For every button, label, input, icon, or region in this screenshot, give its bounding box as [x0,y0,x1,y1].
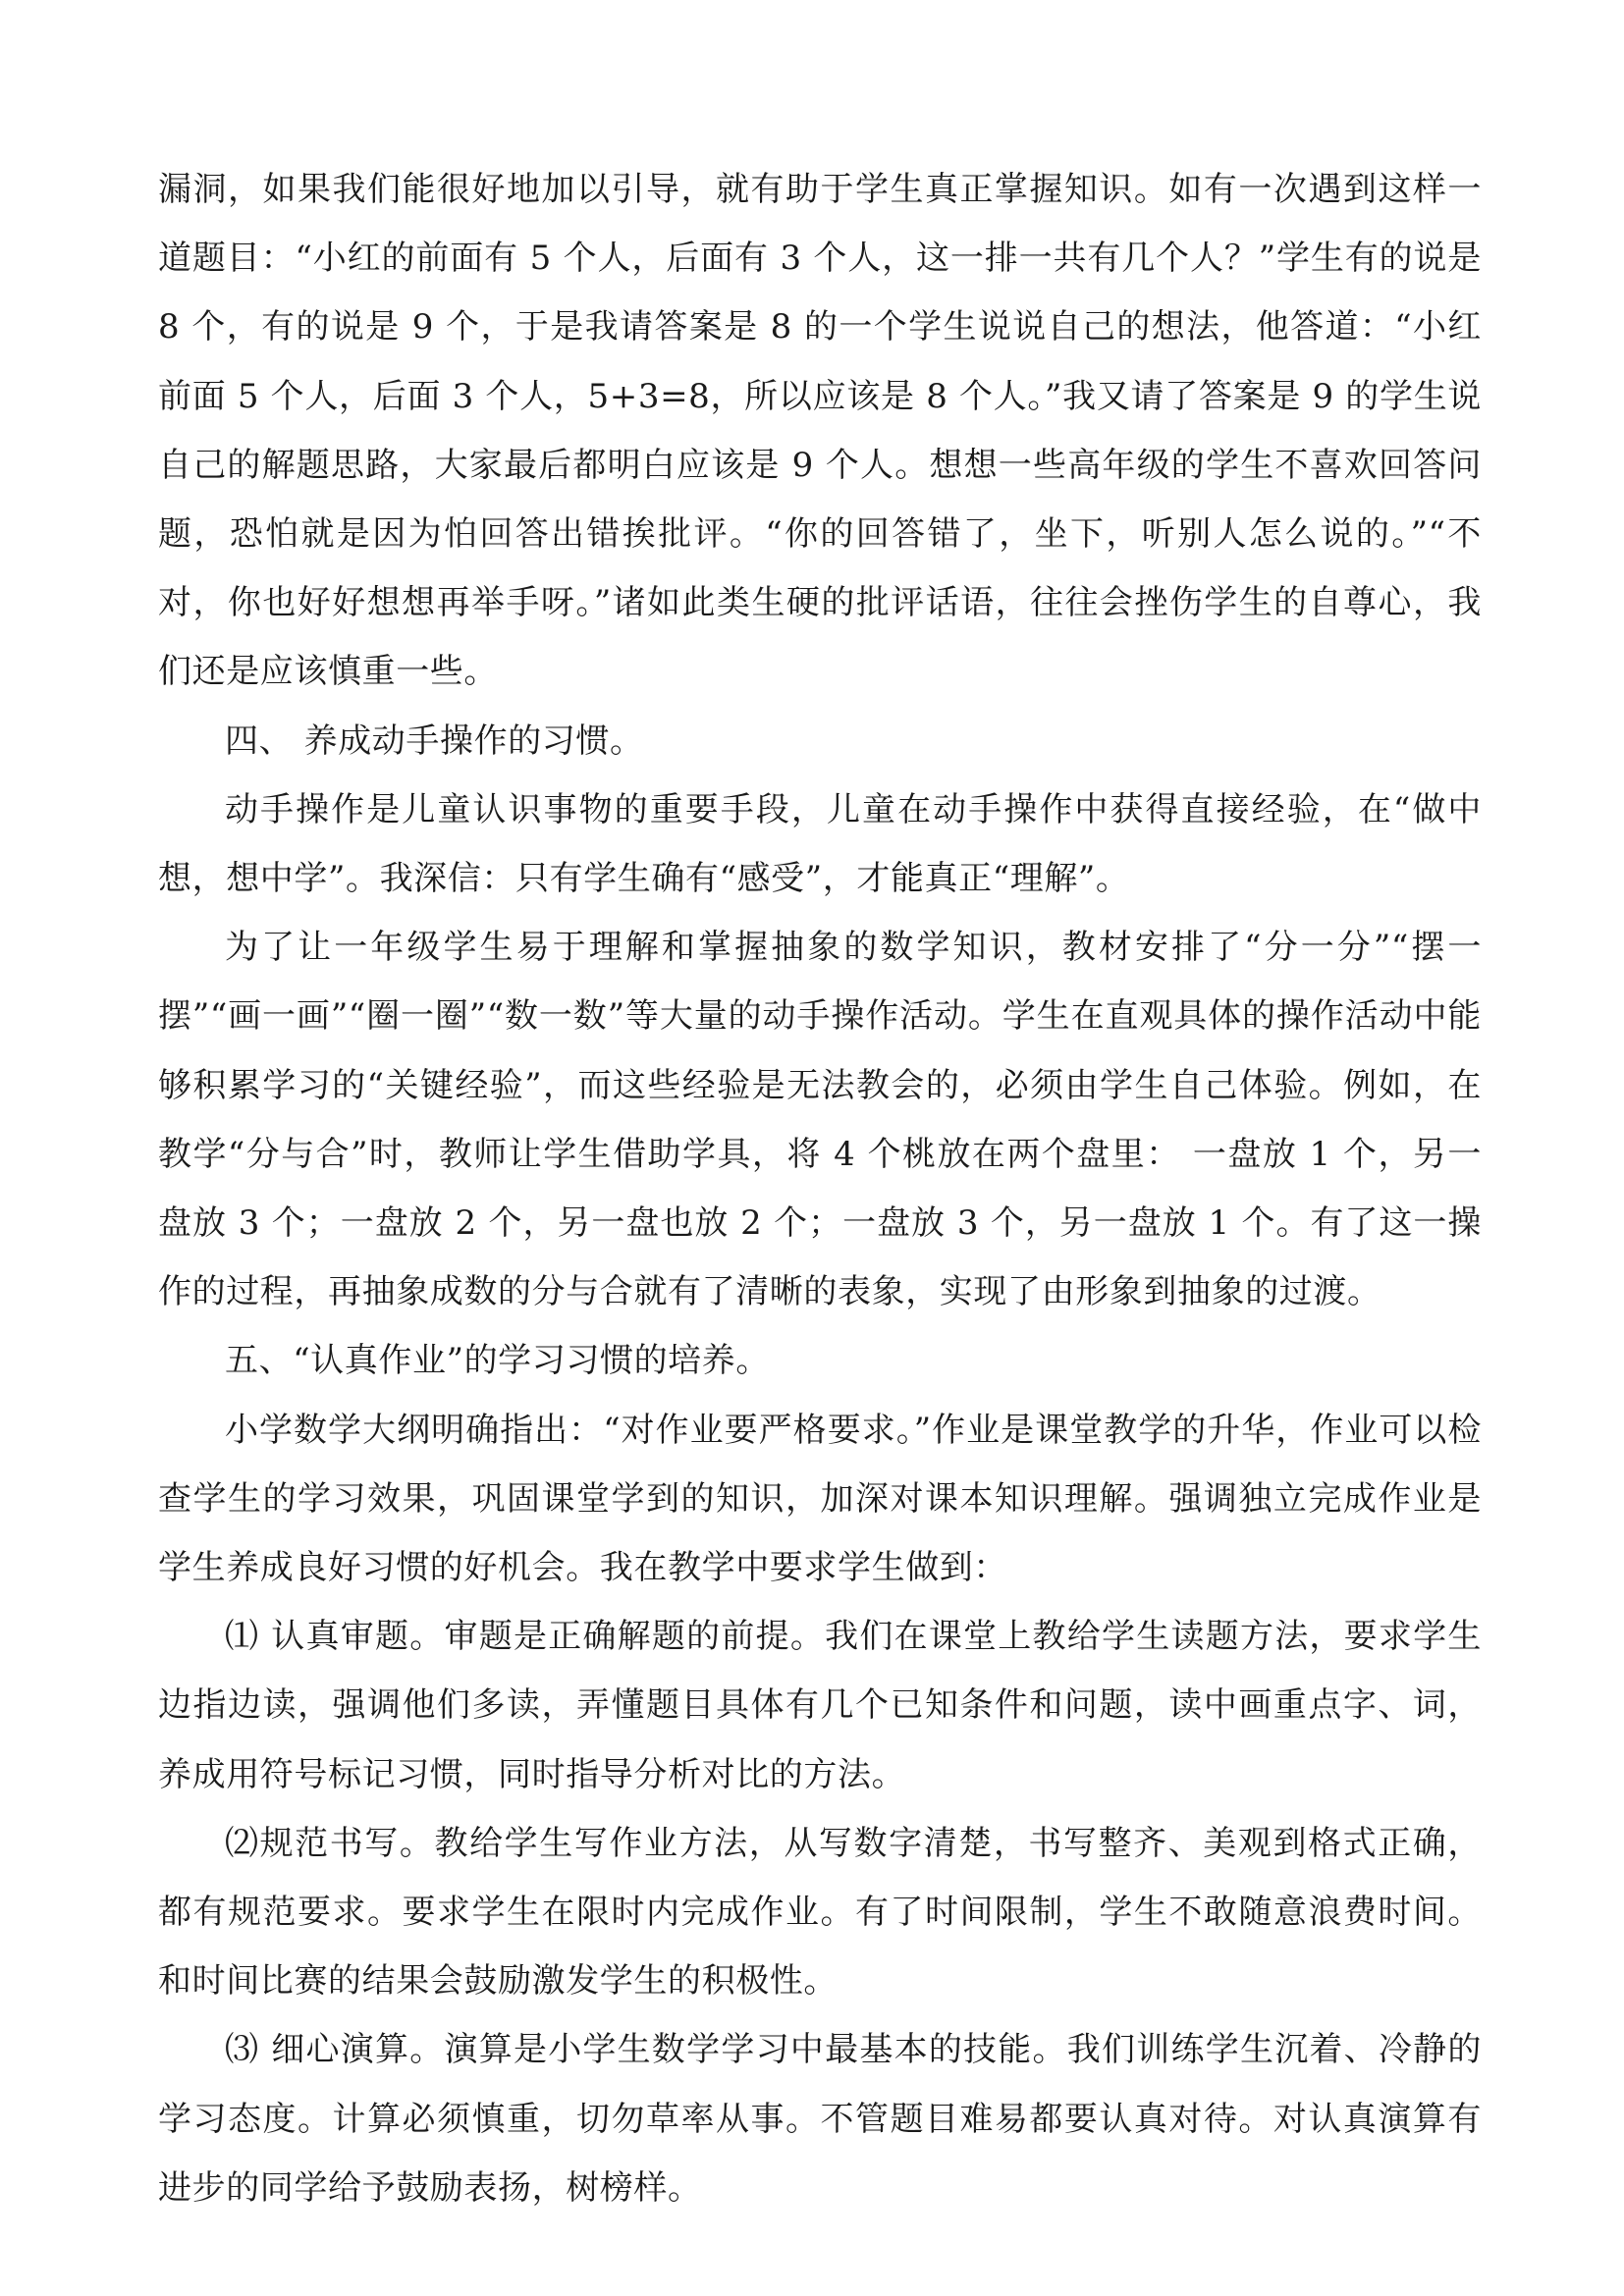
list-item-careful-calculation: ⑶ 细心演算。演算是小学生数学学习中最基本的技能。我们训练学生沉着、冷静的学习态度。计算必须慎重，切勿草率从事。不管题目难易都要认真对待。对认真演算有进步的同学给予鼓励表扬，树榜样。 [158,2030,1482,2208]
section-heading-5: 五、“认真作业”的学习习惯的培养。 [225,1341,770,1381]
list-item-review-question: ⑴ 认真审题。审题是正确解题的前提。我们在课堂上教给学生读题方法，要求学生边指边读，强调他们多读，弄懂题目具体有几个已知条件和问题，读中画重点字、词，养成用符号标记习惯，同时指导分析对比的方法。 [158,1617,1482,1794]
paragraph-hands-on-1: 动手操作是儿童认识事物的重要手段，儿童在动手操作中获得直接经验，在“做中想，想中学”。我深信：只有学生确有“感受”，才能真正“理解”。 [158,789,1482,899]
list-item-neat-writing: ⑵规范书写。教给学生写作业方法，从写数字清楚，书写整齐、美观到格式正确，都有规范要求。要求学生在限时内完成作业。有了时间限制，学生不敢随意浪费时间。和时间比赛的结果会鼓励激发学生的积极性。 [158,1823,1482,2002]
section-heading-4: 四、 养成动手操作的习惯。 [225,721,644,761]
paragraph-homework-intro: 小学数学大纲明确指出：“对作业要严格要求。”作业是课堂教学的升华，作业可以检查学生的学习效果，巩固课堂学到的知识，加深对课本知识理解。强调独立完成作业是学生养成良好习惯的好机会。我在教学中要求学生做到： [158,1410,1482,1588]
paragraph-continuation: 漏洞，如果我们能很好地加以引导，就有助于学生真正掌握知识。如有一次遇到这样一道题目：“小红的前面有 5 个人，后面有 3 个人，这一排一共有几个人？”学生有的说是 8 个，有的说是 9 个，于是我请答案是 8 的一个学生说说自己的想法，他答道：“小红前面 5 个人，后面 3 个人，5+3=8，所以应该是 8 个人。”我又请了答案是 9 的学生说自己的解题思路，大家最后都明白应该是 9 个人。想想一些高年级的学生不喜欢回答问题，恐怕就是因为怕回答出错挨批评。“你的回答错了，坐下，听别人怎么说的。”“不对，你也好好想想再举手呀。”诸如此类生硬的批评话语，往往会挫伤学生的自尊心，我们还是应该慎重一些。 [158,170,1482,692]
paragraph-hands-on-2: 为了让一年级学生易于理解和掌握抽象的数学知识，教材安排了“分一分”“摆一摆”“画一画”“圈一圈”“数一数”等大量的动手操作活动。学生在直观具体的操作活动中能够积累学习的“关键经验”，而这些经验是无法教会的，必须由学生自己体验。例如，在教学“分与合”时，教师让学生借助学具，将 4 个桃放在两个盘里： 一盘放 1 个，另一盘放 3 个；一盘放 2 个，另一盘也放 2 个；一盘放 3 个，另一盘放 1 个。有了这一操作的过程，再抽象成数的分与合就有了清晰的表象，实现了由形象到抽象的过渡。 [158,928,1482,1312]
